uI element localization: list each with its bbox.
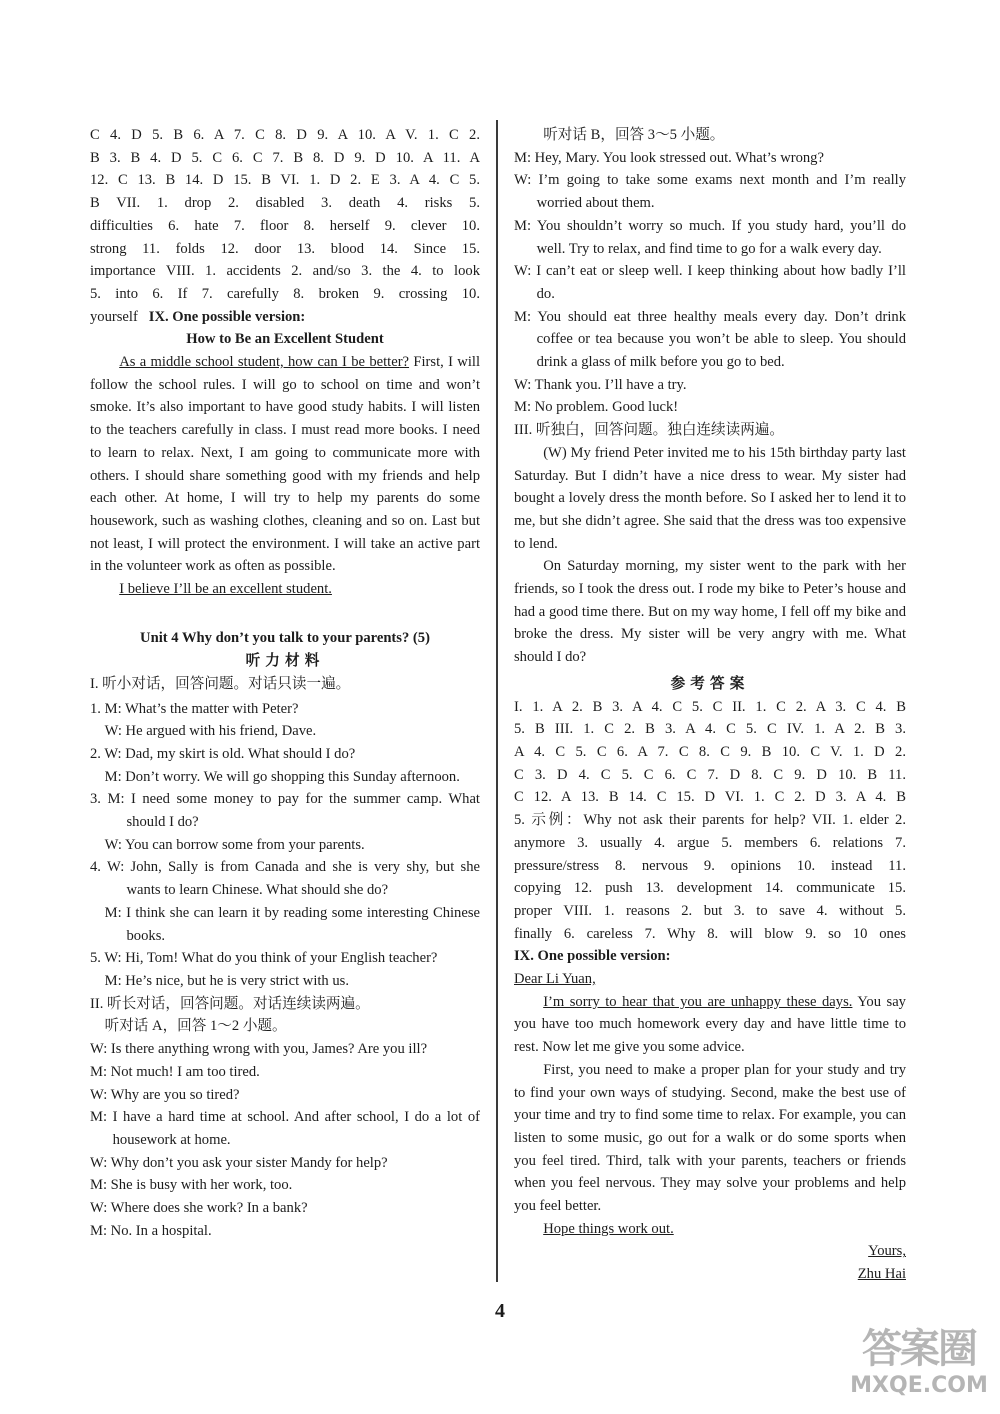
letter-signature-text: Zhu Hai [857, 1266, 906, 1283]
dialogue-line: 3. M: I need some money to pay for the summer camp. What should I do? [90, 791, 480, 831]
dialogue-line: W: I’m going to take some exams next month and I’m really worried about them. [514, 172, 906, 212]
monologue-paragraph: On Saturday morning, my sister went to the park with her friends, so I took the dress out. I rode my bike to Peter’s house and had a good time there. But on my way home, I fell off my bike and broke the dress. My sister will be very angry with me. What should I do? [514, 558, 906, 666]
dialogue-line: M: Hey, Mary. You look stressed out. What’s wrong? [514, 149, 824, 166]
dialogue-line: M: I have a hard time at school. And after school, I do a lot of housework at home. [90, 1109, 480, 1148]
essay-topic-sentence: As a middle school student, how can I be better? [119, 354, 410, 371]
dialogue-line: M: No. In a hospital. [90, 1222, 212, 1239]
answer-line: B VII. 1. drop 2. disabled 3. death 4. risks 5. [90, 195, 480, 212]
dialogue-line: M: You should eat three healthy meals every day. Don’t drink coffee or tea because you won’t be able to sleep. You should drink a glass of milk before you go to bed. [514, 308, 906, 371]
dialogue-line: W: Is there anything wrong with you, James? Are you ill? [90, 1041, 428, 1058]
answer-line: difficulties 6. hate 7. floor 8. herself 9. clever 10. [90, 217, 480, 234]
dialogue-line: 1. M: What’s the matter with Peter? [90, 700, 299, 717]
dialogue-a-label: 听对话 A，回答 1～2 小题。 [104, 1018, 287, 1035]
dialogue-line: W: Thank you. I’ll have a try. [514, 376, 687, 393]
answer-line [90, 306, 480, 329]
answer-line: strong 11. folds 12. door 13. blood 14. Since 15. [90, 240, 480, 257]
answers-heading: 参考答案 [670, 675, 750, 692]
answer-line: 5. 示例：Why not ask their parents for help? VII. 1. elder 2. [514, 812, 906, 829]
watermark-logo [844, 1326, 994, 1408]
letter-greeting [514, 968, 906, 991]
watermark-logo-text: 答案圈 [862, 1326, 976, 1372]
letter-greeting-text: Dear Li Yuan, [514, 971, 596, 988]
dialogue-line: M: He’s nice, but he is very strict with us. [104, 973, 350, 989]
answer-word: yourself [90, 308, 138, 325]
answer-line: 12. C 13. B 14. D 15. B VI. 1. D 2. E 3. A 4. C 5. [90, 172, 480, 189]
dialogue-line: W: I can’t eat or sleep well. I keep thinking about how badly I’ll do. [514, 263, 906, 302]
dialogue-line: M: She is busy with her work, too. [90, 1177, 293, 1194]
dialogue-b-label: 听对话 B，回答 3～5 小题。 [543, 127, 725, 143]
letter-signoff [514, 1240, 906, 1263]
letter-opening [514, 991, 906, 1059]
dialogue-line: M: You shouldn’t worry so much. If you study hard, you’ll do well. Try to relax, and find time to go for a walk every day. [514, 217, 906, 257]
section-instruction: II. 听长对话，回答问题。对话连续读两遍。 [90, 995, 370, 1012]
answer-line: I. 1. A 2. B 3. A 4. C 5. C II. 1. C 2. A 3. C 4. B [514, 698, 906, 715]
dialogue-line: 2. W: Dad, my skirt is old. What should I do? [90, 745, 356, 762]
letter-body: First, you need to make a proper plan for your study and try to find your own ways of studying. Second, make the best use of your time and try to find some time to relax. For example, you can listen to some music, go out for a walk or do some sports when you feel tired. Third, talk with your parents, teachers or friends when you feel nervous. They may solve your problems and help you feel better. [514, 1061, 906, 1215]
answer-line: C 4. D 5. B 6. A 7. C 8. D 9. A 10. A V. 1. C 2. [90, 127, 480, 143]
dialogue-line: M: No problem. Good luck! [514, 399, 679, 416]
answer-line: anymore 3. usually 4. argue 5. members 6. relations 7. [514, 834, 906, 851]
left-column [90, 124, 480, 1242]
essay-conclusion [90, 578, 480, 601]
unit-title: Unit 4 Why don’t you talk to your parents? (5) [140, 630, 430, 647]
letter-opening-underlined: I’m sorry to hear that you are unhappy these days. [543, 993, 853, 1010]
dialogue-line: W: You can borrow some from your parents. [104, 836, 365, 853]
essay-text: First, I will follow the school rules. I will go to school on time and won’t smoke. It’s also important to have good study habits. I will listen to the teachers carefully in class. I must read more books. I need to learn to relax. Next, I am going to communicate more with others. I should share something good with my friends and help each other. At home, I will try to help my parents do some housework, such as washing clothes, cleaning and so on. Last but not least, I will protect the environment. I will take an active part in the volunteer work as often as possible. [90, 354, 481, 575]
dialogue-line: W: He argued with his friend, Dave. [104, 723, 317, 740]
page-number: 4 [495, 1300, 505, 1322]
dialogue-line: W: Why don’t you ask your sister Mandy for help? [90, 1154, 388, 1171]
answer-key-block [514, 696, 906, 946]
essay-title: How to Be an Excellent Student [186, 331, 384, 348]
dialogue-line: M: Don’t worry. We will go shopping this Sunday afternoon. [104, 768, 460, 785]
answer-key-block [90, 124, 480, 328]
answer-line: 5. B III. 1. C 2. B 3. A 4. C 5. C IV. 1. A 2. B 3. [514, 721, 906, 738]
listening-heading: 听力材料 [245, 653, 325, 670]
answer-line: C 12. A 13. B 14. C 15. D VI. 1. C 2. D 3. A 4. B [514, 789, 906, 806]
version-label: IX. One possible version: [148, 308, 306, 325]
essay-conclusion-text: I believe I’ll be an excellent student. [119, 581, 332, 598]
dialogue-line: M: Not much! I am too tired. [90, 1063, 260, 1080]
section-instruction: I. 听小对话，回答问题。对话只读一遍。 [90, 675, 351, 692]
answer-line: pressure/stress 8. nervous 9. opinions 10. instead 11. [514, 857, 906, 874]
right-column [514, 124, 906, 1286]
letter-closing-text: Hope things work out. [543, 1220, 674, 1237]
answer-line: finally 6. careless 7. Why 8. will blow 9. so 10 ones [514, 925, 906, 942]
monologue-paragraph: (W) My friend Peter invited me to his 15th birthday party last Saturday. But I didn’t have a nice dress to wear. My sister had bought a lovely dress the month before. So I asked her to lend it to me, but she didn’t agree. She said that the dress was too expensive to lend. [514, 444, 906, 552]
answer-line: 5. into 6. If 7. carefully 8. broken 9. crossing 10. [90, 285, 480, 302]
column-divider [496, 120, 498, 1282]
essay-body [90, 351, 480, 578]
version-label: IX. One possible version: [514, 948, 671, 965]
watermark-url: MXQE.COM [850, 1373, 988, 1398]
dialogue-line: W: Why are you so tired? [90, 1086, 240, 1103]
answer-line: C 3. D 4. C 5. C 6. C 7. D 8. C 9. D 10. B 11. [514, 766, 906, 783]
answer-line: proper VIII. 1. reasons 2. but 3. to save 4. without 5. [514, 902, 906, 919]
letter-closing-line [514, 1218, 906, 1241]
answer-line: importance VIII. 1. accidents 2. and/so 3. the 4. to look [90, 263, 480, 280]
answer-line: A 4. C 5. C 6. A 7. C 8. C 9. B 10. C V. 1. D 2. [514, 743, 906, 760]
dialogue-line: M: I think she can learn it by reading some interesting Chinese books. [104, 904, 480, 944]
dialogue-line: 5. W: Hi, Tom! What do you think of your English teacher? [90, 950, 438, 967]
letter-signature [514, 1263, 906, 1286]
answer-line: B 3. B 4. D 5. C 6. C 7. B 8. D 9. D 10. A 11. A [90, 149, 480, 166]
dialogue-line: 4. W: John, Sally is from Canada and she is very shy, but she wants to learn Chinese. What should she do? [90, 859, 480, 899]
letter-signoff-text: Yours, [868, 1243, 906, 1260]
letter-opening-text: You say you have too much homework every day and have little time to rest. Now let me give you some advice. [514, 993, 906, 1056]
answer-line: copying 12. push 13. development 14. communicate 15. [514, 880, 906, 897]
dialogue-line: W: Where does she work? In a bank? [90, 1200, 308, 1217]
section-instruction: III. 听独白，回答问题。独白连续读两遍。 [514, 422, 784, 439]
